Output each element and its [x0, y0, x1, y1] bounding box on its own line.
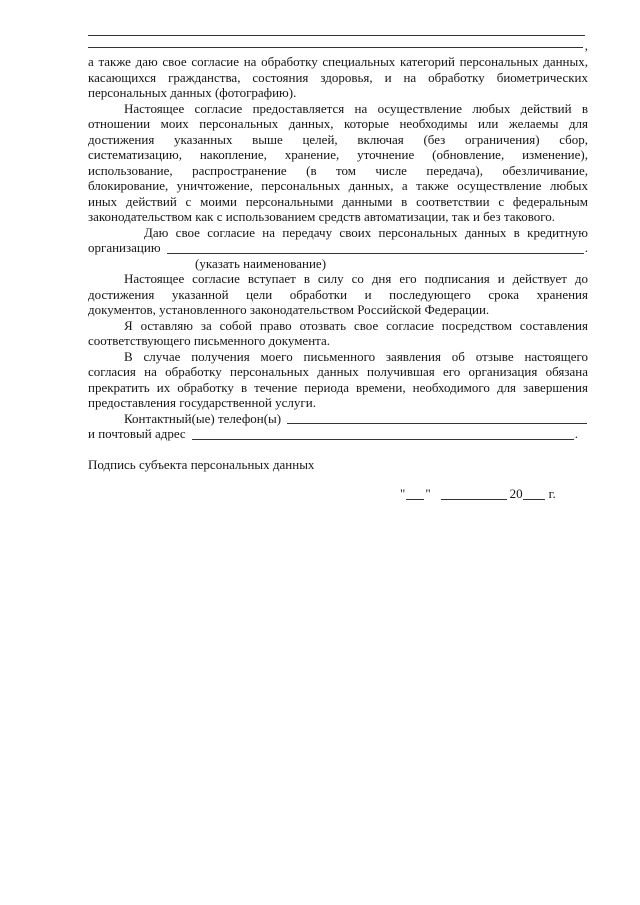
signature-date: [400, 486, 556, 502]
text-line: Даю свое согласие на передачу своих персональных данных в кредитную: [144, 224, 588, 240]
text-line: В случае получения моего письменного заявления об отзыве настоящего: [124, 348, 588, 364]
text-line: соответствующего письменного документа.: [88, 333, 331, 348]
year-prefix: 20: [509, 486, 523, 501]
organization-field-row: [88, 240, 588, 256]
phone-label: Контактный(ые) телефон(ы): [124, 410, 282, 426]
text-line: использование, распространение (в том числе передача), обезличивание,: [88, 162, 588, 178]
validity-paragraph: [88, 271, 588, 318]
field-end-punctuation: .: [584, 240, 588, 255]
organization-blank-line: [167, 240, 584, 254]
signature-label: Подпись субъекта персональных данных: [88, 457, 315, 472]
withdrawal-paragraph: [88, 349, 588, 411]
document-body: [88, 54, 588, 442]
organization-label: организацию: [88, 240, 161, 255]
blank-field-line: [88, 35, 585, 36]
revoke-paragraph: [88, 318, 588, 349]
text-line: касающихся гражданства, состояния здоровья, и на обработку биометрических: [88, 69, 588, 85]
year-suffix: г.: [548, 486, 556, 501]
text-line: Настоящее согласие вступает в силу со дня его подписания и действует до: [124, 271, 588, 286]
address-field-row: [88, 426, 578, 442]
text-line: систематизацию, накопление, хранение, уточнение (обновление, изменение),: [88, 147, 588, 162]
blank-field-line: [88, 38, 583, 48]
text-line: а также даю свое согласие на обработку специальных категорий персональных данных,: [88, 54, 588, 69]
text-line: прекратить их обработку в течение периода времени, необходимого для завершения: [88, 379, 588, 395]
date-open-quote: ": [400, 486, 406, 501]
month-blank-line: [441, 486, 507, 500]
blank-field-row: [88, 38, 588, 53]
phone-field-row: [88, 411, 588, 427]
text-line: Настоящее согласие предоставляется на осуществление любых действий в: [124, 100, 588, 116]
text-line: блокирование, уничтожение, персональных данных, а также осуществление любых: [88, 178, 588, 193]
transfer-paragraph: [88, 225, 588, 272]
text-line: законодательством как с использованием средств автоматизации, так и без такового.: [88, 209, 556, 224]
day-blank-line: [406, 486, 424, 500]
text-line: предоставления государственной услуги.: [88, 395, 316, 410]
consent-paragraph: [88, 54, 588, 101]
text-line: персональных данных (фотографию).: [88, 85, 297, 100]
year-blank-line: [523, 486, 545, 500]
text-line: Я оставляю за собой право отозвать свое согласие посредством составления: [124, 317, 588, 333]
actions-paragraph: [88, 101, 588, 225]
organization-hint: (указать наименование): [195, 255, 327, 271]
address-label: и почтовый адрес: [88, 426, 186, 441]
text-line: отношении моих персональных данных, которые необходимы или желаемы для: [88, 116, 588, 131]
text-line: достижения указанных выше целей, включая (без ограничения) сбор,: [88, 131, 588, 147]
text-line: достижения указанной цели обработки и последующего срока хранения: [88, 286, 588, 302]
text-line: иных действий с моими персональными данными в соответствии с федеральным: [88, 193, 588, 209]
text-line: согласия на обработку персональных данных получившая его организация обязана: [88, 364, 588, 379]
address-blank-line: [192, 426, 574, 440]
date-close-quote: ": [425, 486, 431, 501]
field-end-punctuation: ,: [584, 38, 588, 53]
text-line: документов, установленного законодательством Российской Федерации.: [88, 302, 490, 317]
contacts-block: [88, 411, 588, 442]
field-end-punctuation: .: [574, 426, 578, 441]
phone-blank-line: [287, 411, 587, 425]
